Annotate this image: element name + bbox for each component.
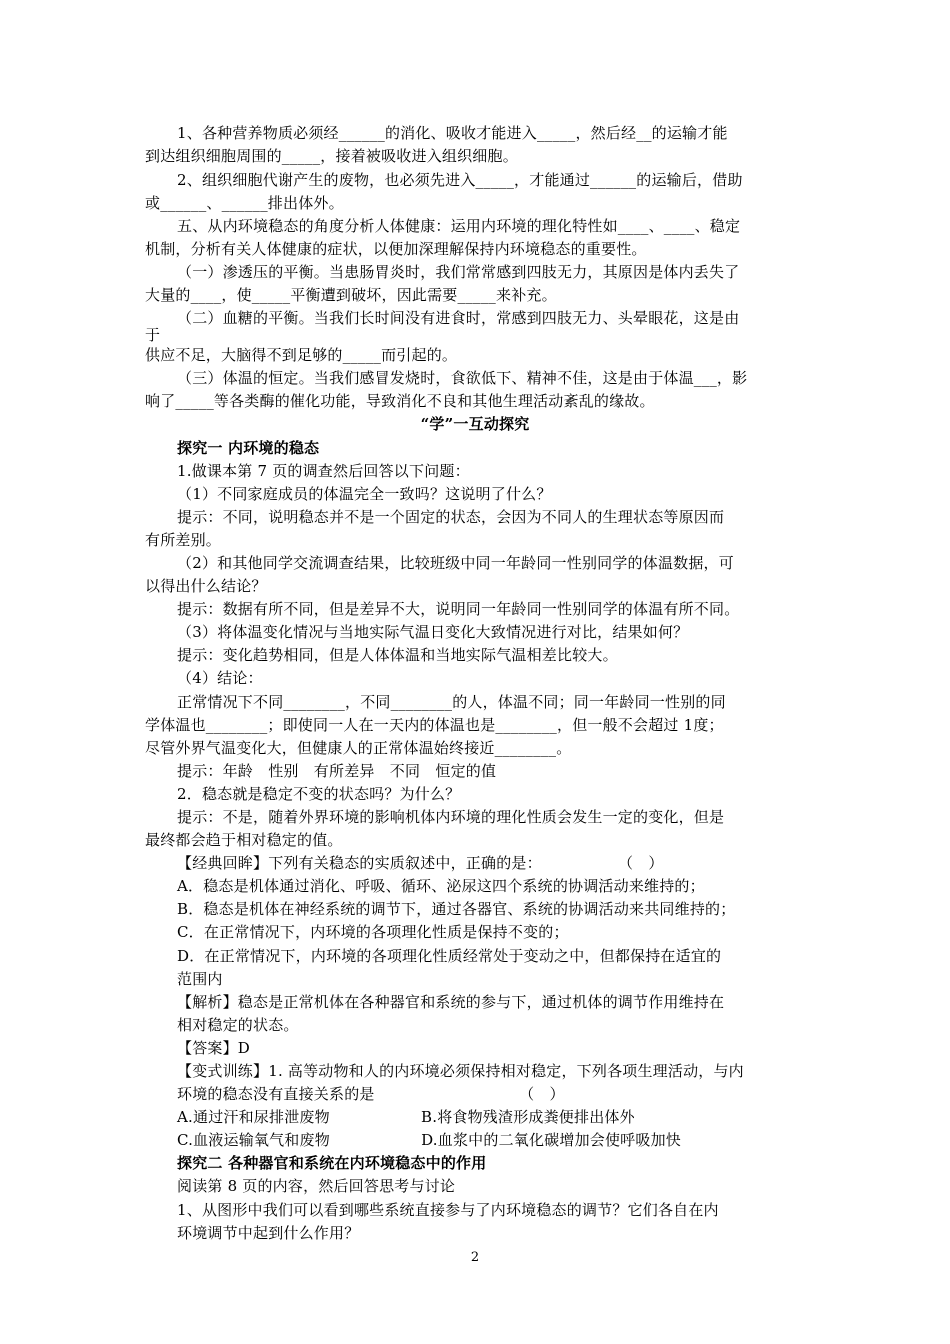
question-line: （1）不同家庭成员的体温完全一致吗？这说明了什么？ — [177, 485, 552, 503]
question-line: 以得出什么结论？ — [145, 577, 267, 595]
text-line: 2、组织细胞代谢产生的废物，也必须先进入_____，才能通过______的运输后，借助 — [177, 171, 743, 189]
hint-line: 提示：不同，说明稳态并不是一个固定的状态，会因为不同人的生理状态等原因而 — [177, 508, 725, 526]
hint-line: 最终都会趋于相对稳定的值。 — [145, 831, 343, 849]
text-line: 正常情况下不同________，不同________的人，体温不同；同一年龄同一性别的同 — [177, 693, 726, 711]
hint-line: 有所差别。 — [145, 531, 222, 549]
text-line: 五、从内环境稳态的角度分析人体健康：运用内环境的理化特性如____、____、稳定 — [177, 217, 741, 235]
hint-line: 提示：年龄 性别 有所差异 不同 恒定的值 — [177, 762, 497, 780]
option-a: A．稳态是机体通过消化、呼吸、循环、泌尿这四个系统的协调活动来维持的； — [177, 877, 705, 895]
question-line: 2．稳态就是稳定不变的状态吗？为什么？ — [177, 785, 461, 803]
hint-line: 提示：变化趋势相同，但是人体体温和当地实际气温相差比较大。 — [177, 646, 618, 664]
analysis-line: 【解析】稳态是正常机体在各种器官和系统的参与下，通过机体的调节作用维持在 — [177, 993, 725, 1011]
section-heading: “学”一互动探究 — [420, 415, 530, 433]
subsection-heading: 探究一 内环境的稳态 — [177, 439, 320, 457]
options-row: C.血液运输氧气和废物 D.血浆中的二氧化碳增加会使呼吸加快 — [177, 1131, 681, 1149]
text-line: 到达组织细胞周围的_____，接着被吸收进入组织细胞。 — [145, 147, 518, 165]
text-line: 范围内 — [177, 970, 223, 988]
text-line: 或______、______排出体外。 — [145, 194, 344, 212]
text-line: （二）血糖的平衡。当我们长时间没有进食时，常感到四肢无力、头晕眼花，这是由 — [177, 309, 740, 327]
question-line: 1、从图形中我们可以看到哪些系统直接参与了内环境稳态的调节？它们各自在内 — [177, 1201, 719, 1219]
option-d: D．在正常情况下，内环境的各项理化性质经常处于变动之中，但都保持在适宜的 — [177, 947, 722, 965]
text-line: （4）结论： — [177, 669, 263, 687]
subsection-heading: 探究二 各种器官和系统在内环境稳态中的作用 — [177, 1154, 487, 1172]
question-line: （2）和其他同学交流调查结果，比较班级中同一年龄同一性别同学的体温数据，可 — [177, 554, 734, 572]
text-line: 尽管外界气温变化大，但健康人的正常体温始终接近________。 — [145, 739, 572, 757]
text-line: 于 — [145, 326, 161, 344]
text-line: （一）渗透压的平衡。当患肠胃炎时，我们常常感到四肢无力，其原因是体内丢失了 — [177, 263, 740, 281]
hint-line: 提示：数据有所不同，但是差异不大，说明同一年龄同一性别同学的体温有所不同。 — [177, 600, 740, 618]
exercise-question: 环境的稳态没有直接关系的是 （ ） — [177, 1085, 565, 1103]
option-c: C．在正常情况下，内环境的各项理化性质是保持不变的； — [177, 923, 569, 941]
exercise-question: 【经典回眸】下列有关稳态的实质叙述中，正确的是： （ ） — [177, 854, 664, 872]
answer-line: 【答案】D — [177, 1039, 251, 1057]
text-line: 学体温也________；即使同一人在一天内的体温也是________，但一般不会超过 1度； — [145, 716, 724, 734]
page-number: 2 — [470, 1250, 480, 1265]
hint-line: 提示：不是，随着外界环境的影响机体内环境的理化性质会发生一定的变化，但是 — [177, 808, 725, 826]
text-line: 供应不足，大脑得不到足够的_____而引起的。 — [145, 346, 458, 364]
text-line: 阅读第 8 页的内容，然后回答思考与讨论 — [177, 1177, 456, 1195]
options-row: A.通过汗和尿排泄废物 B.将食物残渣形成粪便排出体外 — [177, 1108, 635, 1126]
option-b: B．稳态是机体在神经系统的调节下，通过各器官、系统的协调活动来共同维持的； — [177, 900, 736, 918]
analysis-line: 相对稳定的状态。 — [177, 1016, 299, 1034]
text-line: 大量的____，使_____平衡遭到破坏，因此需要_____来补充。 — [145, 286, 557, 304]
text-line: 响了_____等各类酶的催化功能，导致消化不良和其他生理活动紊乱的缘故。 — [145, 392, 655, 410]
question-line: （3）将体温变化情况与当地实际气温日变化大致情况进行对比，结果如何？ — [177, 623, 689, 641]
text-line: 机制，分析有关人体健康的症状，以便加深理解保持内环境稳态的重要性。 — [145, 240, 647, 258]
text-line: 1.做课本第 7 页的调查然后回答以下问题： — [177, 462, 470, 480]
exercise-question: 【变式训练】1. 高等动物和人的内环境必须保持相对稳定，下列各项生理活动，与内 — [177, 1062, 744, 1080]
text-line: 1、各种营养物质必须经______的消化、吸收才能进入_____，然后经__的运输才能 — [177, 124, 728, 142]
question-line: 环境调节中起到什么作用？ — [177, 1224, 360, 1242]
text-line: （三）体温的恒定。当我们感冒发烧时，食欲低下、精神不佳，这是由于体温___，影 — [177, 369, 748, 387]
